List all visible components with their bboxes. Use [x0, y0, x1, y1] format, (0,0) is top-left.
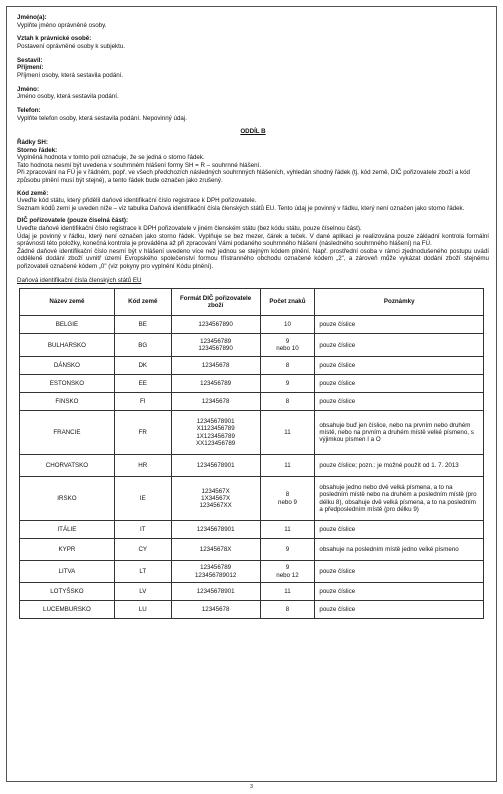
vat-format-line: 12345678 [201, 606, 230, 613]
notes-cell: pouze číslice [315, 375, 484, 393]
char-count-line: 9 [285, 564, 290, 572]
vat-line: Údaj je povinný v řádku, který není označen jako storno řádek. Vyplňuje se bez mezer, čárek a teček. V dané aplikaci je realizována pouze základní kontrola formální správnosti této položky, konečná kontrola je prováděna až při zpracování Vámi podaného souhrnného hlášení (následného souhrnného hlášení) na FÚ. [17, 232, 489, 248]
header-notes: Poznámky [315, 289, 484, 316]
char-count-cell [260, 521, 315, 539]
country-code-line: Uveďte kód státu, který přidělil daňové identifikační číslo registrace k DPH pořizovatele. [17, 197, 257, 205]
char-count-cell [260, 411, 315, 455]
vat-format-cell [171, 357, 260, 375]
storno-line: Při zpracování na FÚ je v řádném, popř. ve všech předchozích následných souhrnných hlášeních, vyhledán shodný řádek (tj. kód země, DIČ pořizovatele zboží a kód způsobu plnění musí být stejné), a tento řádek bude označen jako zrušený. [17, 169, 470, 185]
header-vat-format: Formát DIČ pořizovatele zboží [171, 289, 260, 316]
char-count-line: 8 [285, 606, 290, 613]
char-count-cell [260, 393, 315, 411]
notes-cell: obsahuje buď jen číslice, nebo na prvním nebo druhém místě, nebo na prvním a druhém místě velké písmeno, s výjimkou písmen I a O [315, 411, 484, 455]
country-code-cell: LU [114, 601, 171, 619]
country-name-cell: BELGIE [20, 316, 115, 334]
country-code-cell: FR [114, 411, 171, 455]
block-label: Jméno: [17, 85, 40, 93]
char-count-line: 10 [284, 321, 291, 328]
country-name-cell: FINSKO [20, 393, 115, 411]
vat-format-line: 1234567890 [198, 345, 233, 353]
country-code-cell: FI [114, 393, 171, 411]
vat-format-cell [171, 334, 260, 357]
vat-format-line: 12345678901 [196, 462, 235, 469]
notes-cell: pouze číslice; pozn.: je možné použít od 1. 7. 2013 [315, 455, 484, 477]
country-code-heading: Kód země: [17, 189, 49, 197]
vat-format-line: 1234567890 [198, 321, 233, 328]
char-count-line: 8 [285, 491, 290, 499]
block-label: Sestavil: [17, 56, 43, 64]
country-name-cell: LOTYŠSKO [20, 583, 115, 601]
country-code-cell: EE [114, 375, 171, 393]
vat-format-line: 12345678901 [196, 588, 235, 595]
vat-format-cell [171, 455, 260, 477]
block-sestavil [17, 57, 489, 80]
table-row [20, 521, 484, 539]
country-code-cell: HR [114, 455, 171, 477]
block-text: Příjmení osoby, která sestavila podání. [17, 71, 124, 79]
char-count-cell [260, 316, 315, 334]
page-number: 3 [250, 784, 253, 790]
notes-cell: pouze číslice [315, 601, 484, 619]
block-text: Vyplňte jméno oprávněné osoby. [17, 21, 107, 29]
country-code-cell: CY [114, 539, 171, 561]
char-count-line: 9 [285, 546, 290, 553]
country-name-cell: FRANCIE [20, 411, 115, 455]
block-text: Jméno osoby, která sestavila podání. [17, 93, 119, 101]
vat-format-line: 1234567X [201, 487, 230, 495]
table-row [20, 375, 484, 393]
table-caption: Daňová identifikační čísla členských států EU [17, 276, 142, 284]
country-name-cell: DÁNSKO [20, 357, 115, 375]
block-jmeno-sestavil [17, 86, 489, 101]
vat-format-line: 12345678 [201, 398, 230, 405]
char-count-line: 11 [284, 588, 291, 595]
table-row [20, 393, 484, 411]
country-name-cell: LUCEMBURSKO [20, 601, 115, 619]
notes-cell: pouze číslice [315, 393, 484, 411]
storno-heading: Storno řádek: [17, 146, 58, 154]
vat-line: Žádné daňové identifikační číslo nesmí být v hlášení uvedeno více než jednou se stejným kódem plnění. Např. prostřední osoba v rámci zjednodušeného postupu uvádí odděleně dodání zboží uvnitř území Evropského společenství formou třístranného obchodu označené kódem „2", a zároveň může vykázat dodání zboží stejnému pořizovateli označené kódem „0" (viz pokyny pro vyplnění Kódu plnění). [17, 247, 489, 270]
notes-cell: pouze číslice [315, 316, 484, 334]
block-label: Jméno(a): [17, 14, 47, 21]
vat-format-cell [171, 411, 260, 455]
section-title: ODDÍL B [240, 128, 266, 136]
char-count-line: 9 [285, 380, 290, 387]
notes-cell: pouze číslice [315, 334, 484, 357]
notes-cell: pouze číslice [315, 521, 484, 539]
country-code-cell: IE [114, 477, 171, 521]
vat-format-cell [171, 375, 260, 393]
vat-format-line: XX123456789 [196, 439, 236, 447]
vat-format-line: 123456789 [200, 380, 232, 387]
country-name-cell: KYPR [20, 539, 115, 561]
block-text: Vyplňte telefon osoby, která sestavila podání. Nepovinný údaj. [17, 114, 187, 122]
table-row [20, 455, 484, 477]
country-name-cell: ITÁLIE [20, 521, 115, 539]
char-count-cell [260, 539, 315, 561]
vat-format-line: 1234567XX [199, 502, 232, 510]
header-country-name: Název země [20, 289, 115, 316]
char-count-cell [260, 455, 315, 477]
table-row [20, 334, 484, 357]
vat-heading: DIČ pořizovatele (pouze číselná část): [17, 217, 129, 225]
vat-format-cell [171, 539, 260, 561]
country-name-cell: CHORVATSKO [20, 455, 115, 477]
vat-format-cell [171, 583, 260, 601]
block-telefon [17, 107, 489, 122]
country-name-cell: ESTONSKO [20, 375, 115, 393]
block-label: Vztah k právnické osobě: [17, 35, 92, 43]
storno-line: Tato hodnota nesmí být uvedena v souhrnném hlášení formy SH = R – souhrnné hlášení. [17, 161, 262, 169]
country-name-cell: LITVA [20, 561, 115, 583]
table-row [20, 601, 484, 619]
char-count-cell [260, 375, 315, 393]
block-text: Postavení oprávněné osoby k subjektu. [17, 42, 126, 50]
country-code-cell: DK [114, 357, 171, 375]
notes-cell: obsahuje jedno nebo dvě velká písmena, a to na posledním místě nebo na druhém a posledním místě (pro délku 8), obsahuje dvě velká písmena, a to na posledním a předposledním místě (pro délku 9) [315, 477, 484, 521]
char-count-cell [260, 357, 315, 375]
header-country-code: Kód země [114, 289, 171, 316]
char-count-line: 11 [284, 462, 291, 469]
table-row [20, 357, 484, 375]
char-count-line: 11 [284, 526, 291, 533]
document-body [17, 14, 489, 619]
country-code-cell: LT [114, 561, 171, 583]
country-code-cell: BE [114, 316, 171, 334]
char-count-cell [260, 583, 315, 601]
char-count-cell [260, 334, 315, 357]
vat-format-line: 12345678901 [196, 418, 235, 426]
header-char-count: Počet znaků [260, 289, 315, 316]
country-code-cell: BG [114, 334, 171, 357]
vat-format-line: 12345678X [199, 546, 232, 553]
vat-format-line: 123456789 [200, 337, 232, 345]
char-count-line: 8 [285, 362, 290, 369]
vat-format-cell [171, 393, 260, 411]
table-row [20, 583, 484, 601]
country-name-cell: BULHARSKO [20, 334, 115, 357]
char-count-cell [260, 601, 315, 619]
notes-cell: obsahuje na posledním místě jedno velké písmeno [315, 539, 484, 561]
vat-format-cell [171, 316, 260, 334]
country-code-cell: IT [114, 521, 171, 539]
notes-cell: pouze číslice [315, 561, 484, 583]
char-count-line: nebo 10 [276, 345, 299, 353]
char-count-line: 8 [285, 398, 290, 405]
vat-format-cell [171, 477, 260, 521]
char-count-cell [260, 477, 315, 521]
vat-format-line: 1X123456789 [196, 432, 235, 440]
table-row [20, 411, 484, 455]
country-code-cell: LV [114, 583, 171, 601]
block-jmeno [17, 14, 489, 29]
vat-format-cell [171, 601, 260, 619]
table-row [20, 539, 484, 561]
vat-format-line: 123456789012 [194, 571, 237, 579]
table-row [20, 561, 484, 583]
table-body [20, 316, 484, 619]
vat-format-line: 1X34567X [201, 495, 231, 502]
rows-heading: Řádky SH: [17, 139, 48, 147]
vat-format-line: X1123456789 [196, 425, 235, 433]
char-count-line: nebo 12 [276, 571, 299, 579]
storno-line: Vyplněná hodnota v tomto poli označuje, že se jedná o storno řádek. [17, 154, 205, 162]
char-count-line: 9 [285, 337, 290, 345]
country-code-line: Seznam kódů zemí je uveden níže – viz tabulka Daňová identifikační čísla členských států EU. Tento údaj je povinný v řádku, který není označen jako storno řádek. [17, 204, 465, 212]
char-count-line: nebo 9 [278, 498, 297, 506]
table-row [20, 477, 484, 521]
table-row [20, 316, 484, 334]
vat-table [19, 288, 484, 619]
notes-cell: pouze číslice [315, 583, 484, 601]
char-count-cell [260, 561, 315, 583]
country-name-cell: IRSKO [20, 477, 115, 521]
vat-format-line: 123456789 [200, 564, 232, 572]
char-count-line: 11 [284, 429, 291, 436]
block-sublabel: Příjmení: [17, 64, 44, 72]
vat-line: Uveďte daňové identifikační číslo registrace k DPH pořizovatele v jiném členském státu (bez kódu státu, pouze číselnou část). [17, 225, 362, 232]
vat-format-line: 12345678901 [196, 526, 235, 533]
vat-format-line: 12345678 [201, 362, 230, 369]
notes-cell: pouze číslice [315, 357, 484, 375]
vat-format-cell [171, 521, 260, 539]
vat-format-cell [171, 561, 260, 583]
block-label: Telefon: [17, 107, 41, 115]
block-vztah [17, 35, 489, 50]
